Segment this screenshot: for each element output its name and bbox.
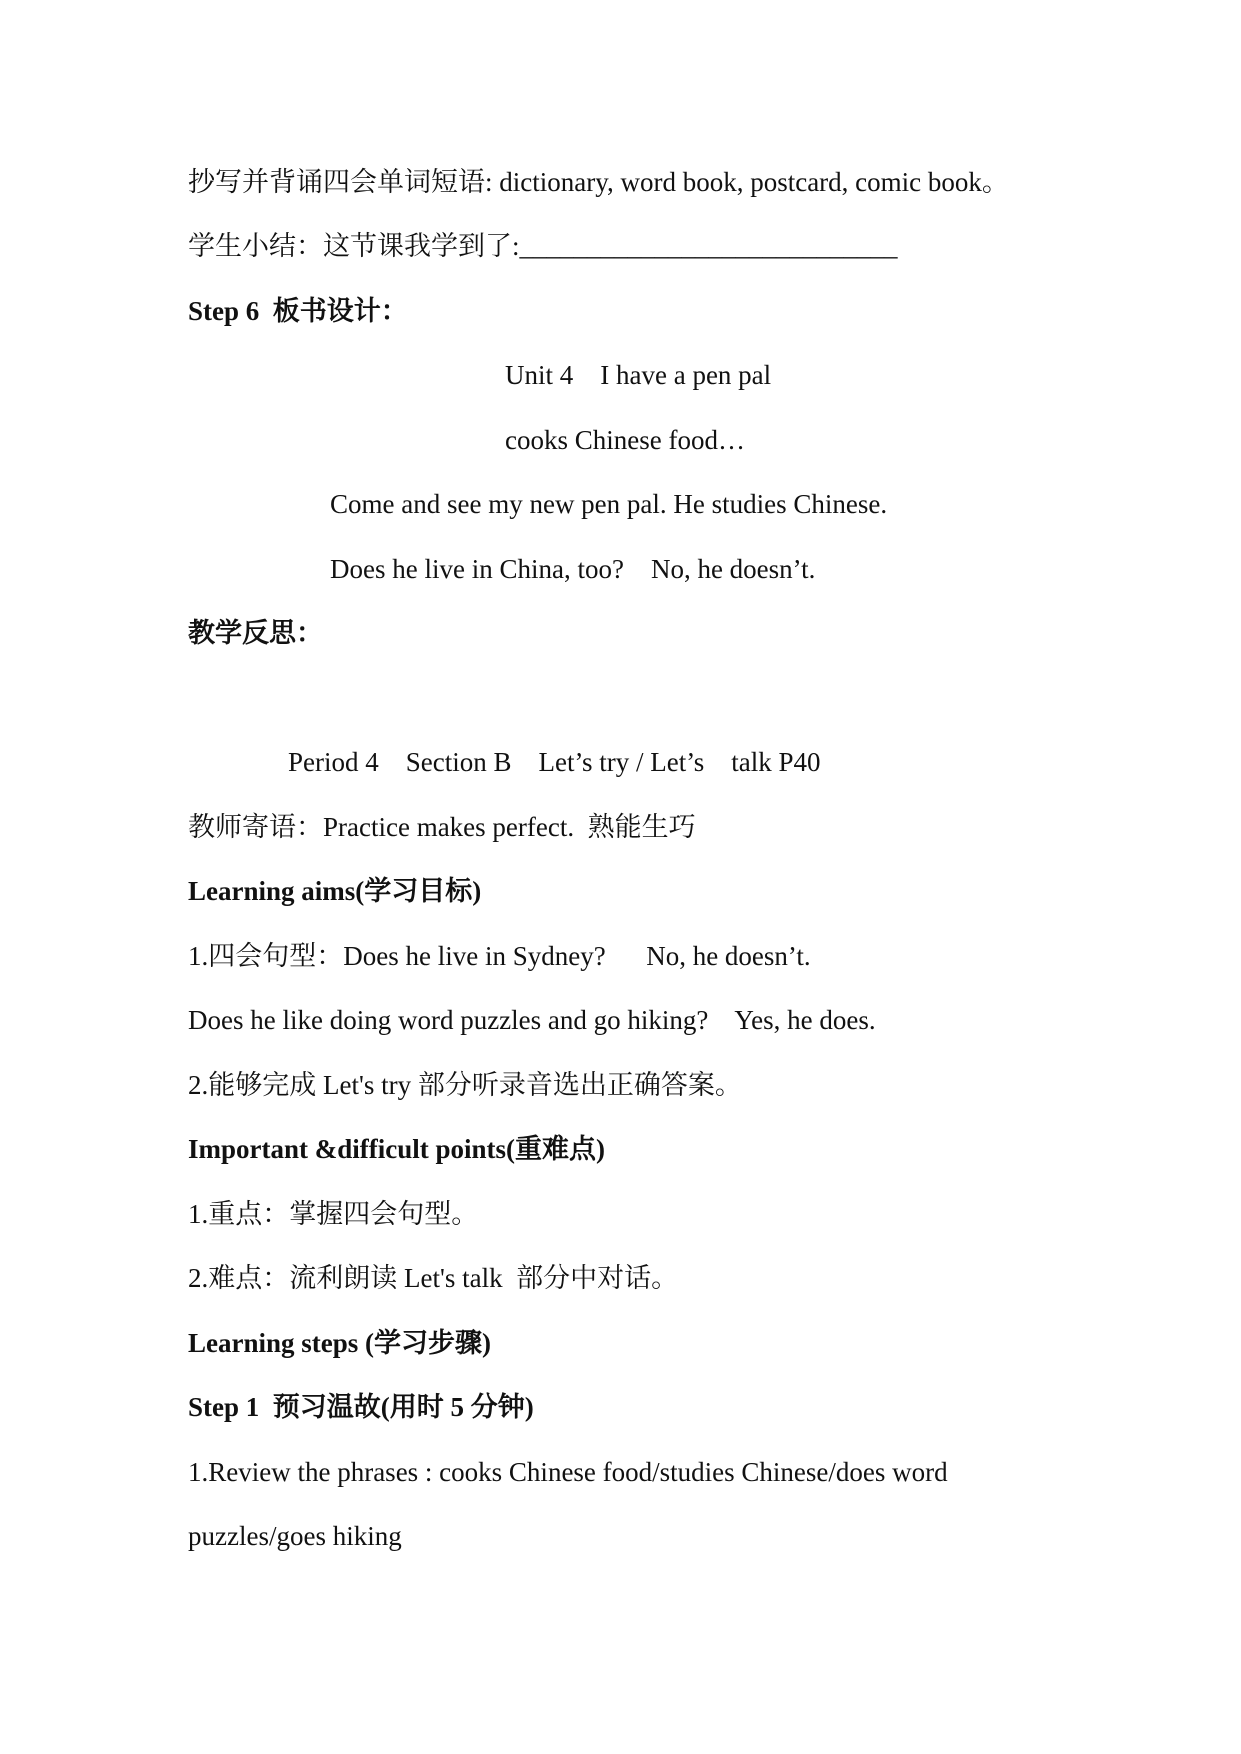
board-sentence-1: Come and see my new pen pal. He studies Chinese. xyxy=(330,489,888,519)
board-unit-title: Unit 4 I have a pen pal xyxy=(505,360,772,390)
board-phrase: cooks Chinese food… xyxy=(505,425,745,455)
aim-1-continued: Does he like doing word puzzles and go hiking? Yes, he does. xyxy=(188,1005,876,1035)
step1-heading: Step 1 预习温故(用时 5 分钟) xyxy=(188,1392,534,1422)
review-line-1: 1.Review the phrases : cooks Chinese food/studies Chinese/does word xyxy=(188,1457,948,1487)
point-1: 1.重点：掌握四会句型。 xyxy=(188,1199,479,1229)
period-title: Period 4 Section B Let’s try / Let’s talk P40 xyxy=(288,747,821,777)
point-2: 2.难点：流利朗读 Let's talk 部分中对话。 xyxy=(188,1263,679,1293)
aim-1: 1.四会句型：Does he live in Sydney? No, he doesn’t. xyxy=(188,941,811,971)
copy-words-line: 抄写并背诵四会单词短语: dictionary, word book, postcard, comic book。 xyxy=(188,167,1009,197)
aims-heading: Learning aims(学习目标) xyxy=(188,876,482,906)
review-line-2: puzzles/goes hiking xyxy=(188,1521,402,1551)
points-heading: Important &difficult points(重难点) xyxy=(188,1134,605,1164)
steps-heading: Learning steps (学习步骤) xyxy=(188,1328,491,1358)
board-sentence-2: Does he live in China, too? No, he doesn’t. xyxy=(330,554,816,584)
step6-heading: Step 6 板书设计： xyxy=(188,296,408,326)
teacher-motto: 教师寄语：Practice makes perfect. 熟能生巧 xyxy=(188,812,696,842)
reflection-heading: 教学反思： xyxy=(188,618,323,648)
student-summary-line: 学生小结：这节课我学到了:____________________________ xyxy=(188,231,898,261)
aim-2: 2.能够完成 Let's try 部分听录音选出正确答案。 xyxy=(188,1070,742,1100)
